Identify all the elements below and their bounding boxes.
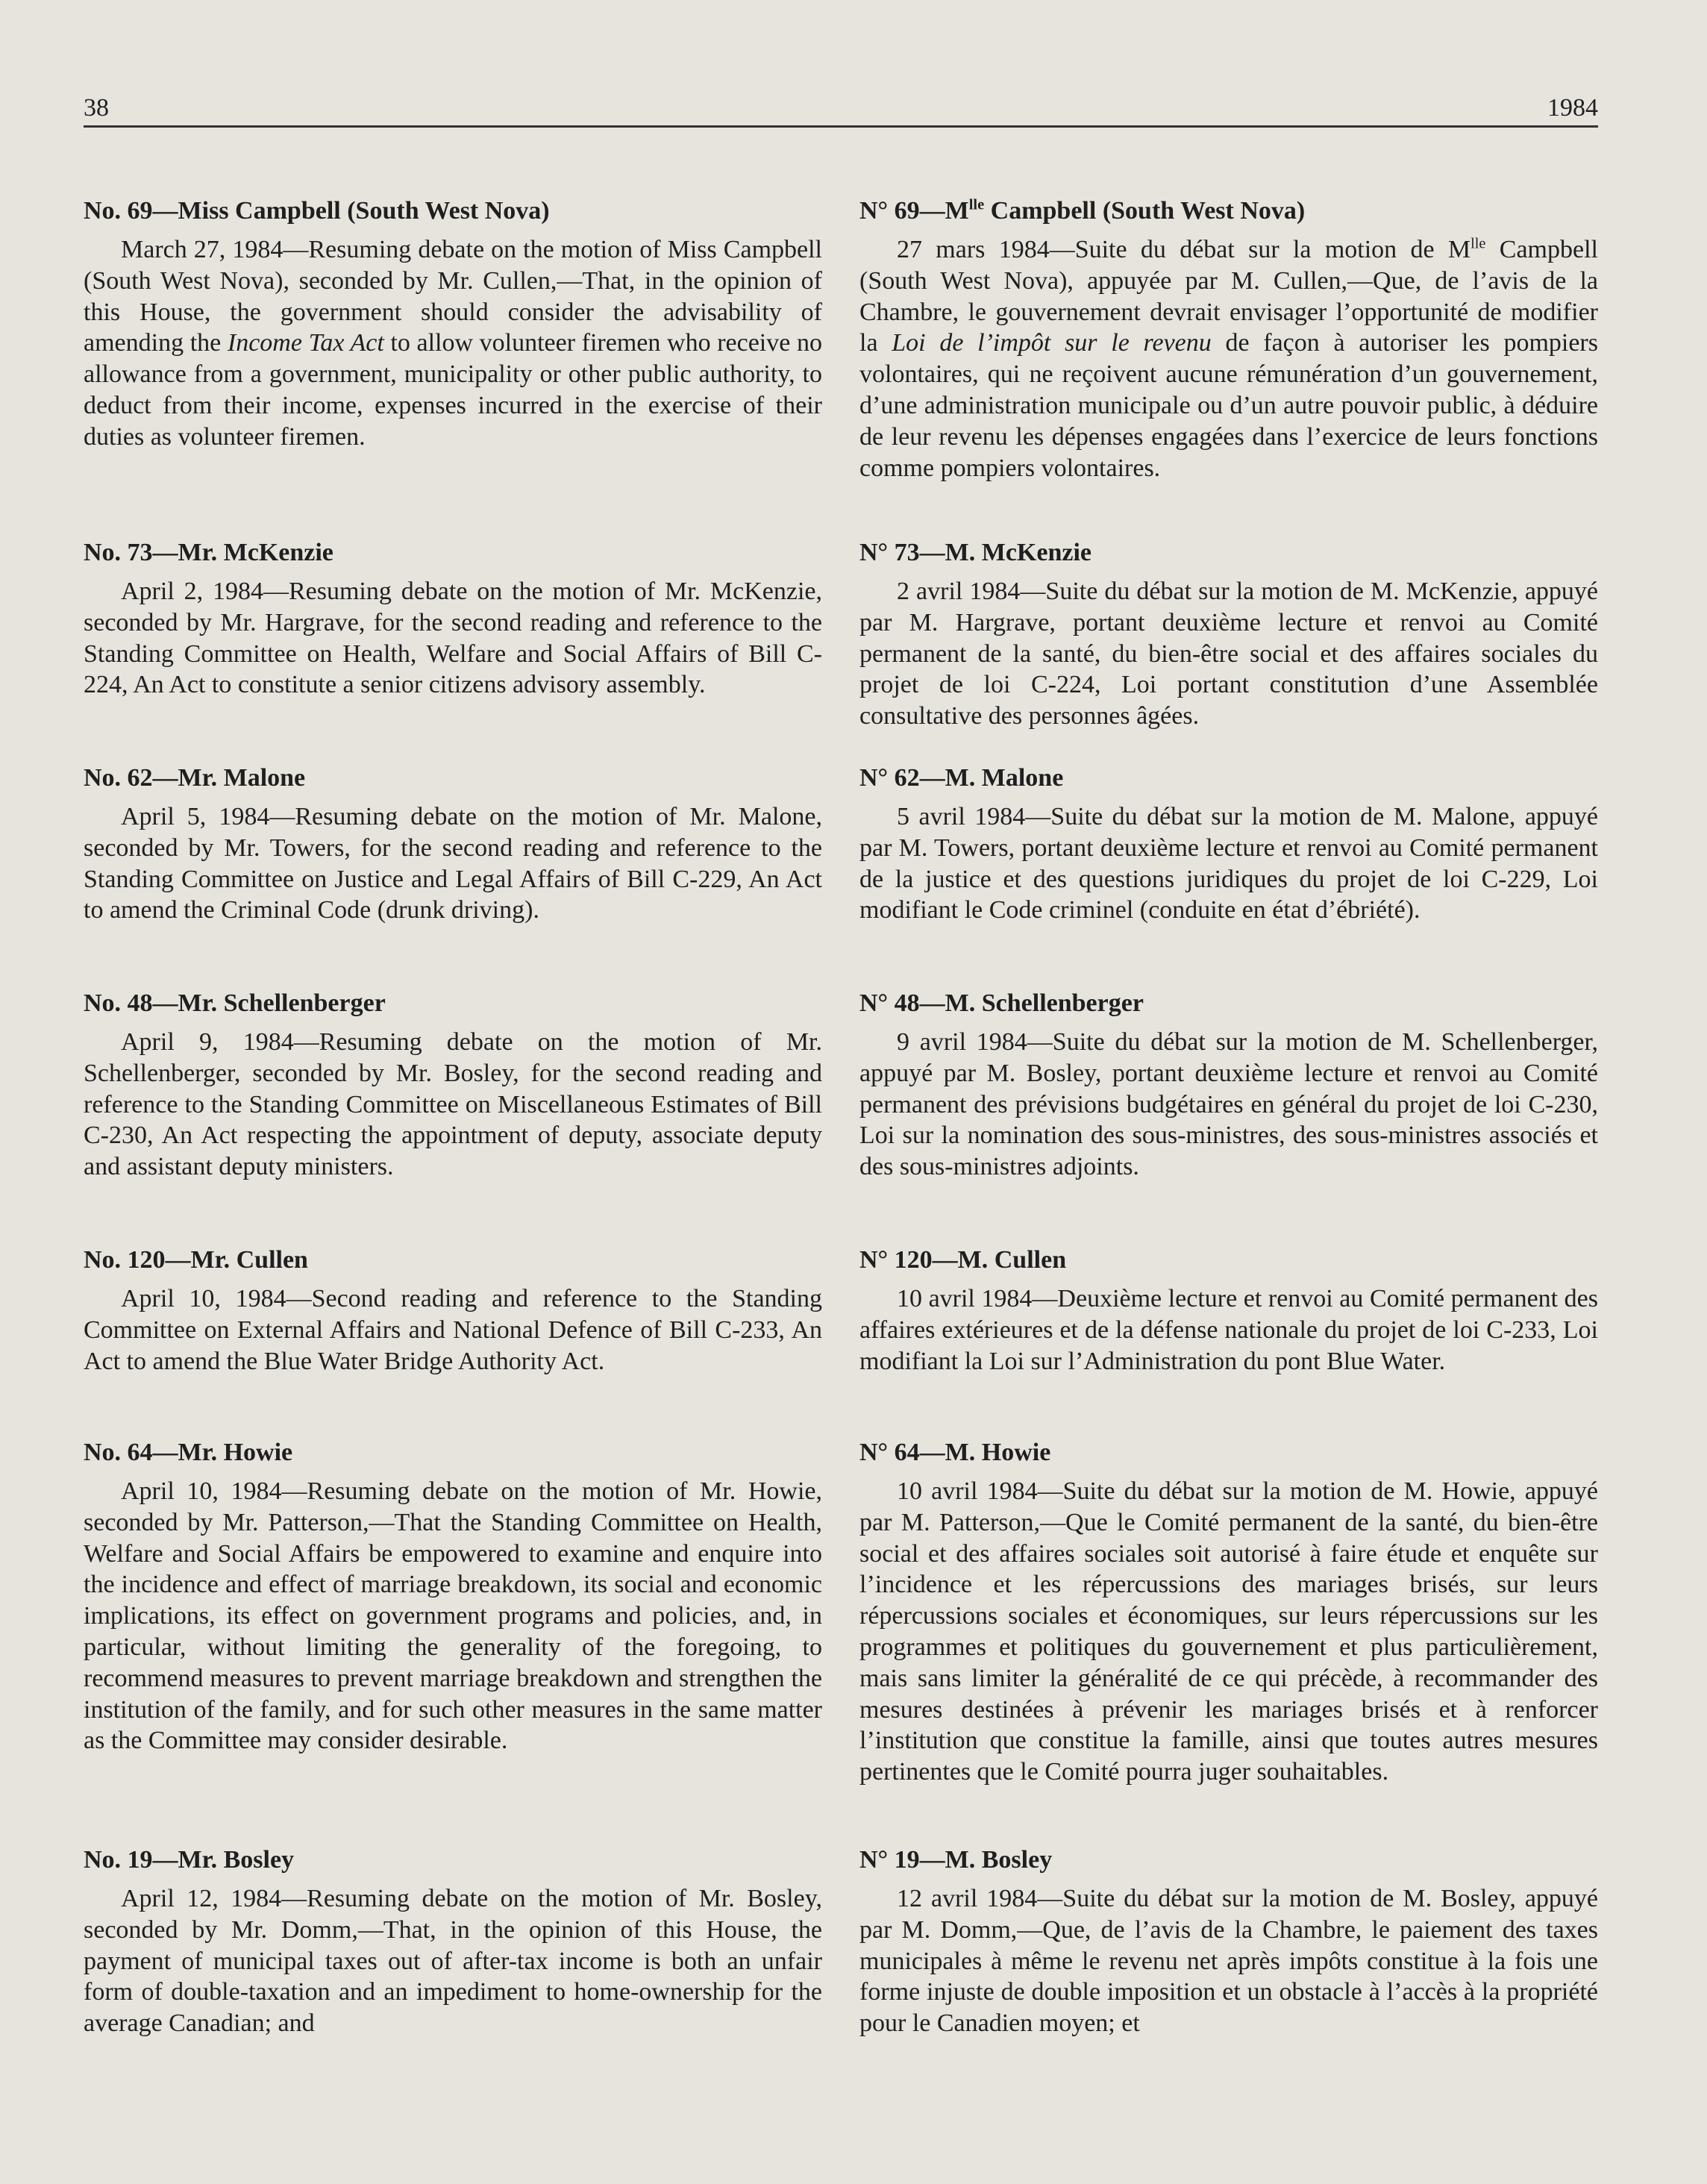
motion-entry-fr — [859, 763, 1598, 926]
motion-heading: No. 48—Mr. Schellenberger — [84, 989, 386, 1017]
motion-entry-fr — [859, 988, 1598, 1183]
motion-heading: N° 73—M. McKenzie — [859, 539, 1091, 566]
motion-text: 27 mars 1984—Suite du débat sur la motion de $M^{lle}$ Campbell (South West Nova), appuyée par M. Cullen,—Que, de l’avis de la Chambre, le gouvernement devrait envisager l’opportunité de modifier la Loi de l’impôt sur le revenu de façon à autoriser les pompiers volontaires, qui ne reçoivent aucune rémunération d’un gouvernement, d’une administration municipale ou d’un autre pouvoir public, à déduire de leur revenu les dépenses engagées dans l’exercice de leurs fonctions comme pompiers volontaires. — [859, 235, 1598, 482]
motion-text: 10 avril 1984—Deuxième lecture et renvoi au Comité permanent des affaires extérieures et de la défense nationale du projet de loi C-233, Loi modifiant la Loi sur l’Administration du pont Blue Water. — [859, 1285, 1598, 1375]
motion-heading: N° 62—M. Malone — [859, 764, 1064, 792]
motion-entry-en — [84, 1437, 822, 1756]
motion-entry-en — [84, 763, 822, 926]
motion-text: 9 avril 1984—Suite du débat sur la motion de M. Schellenberger, appuyé par M. Bosley, portant deuxième lecture et renvoi au Comité permanent des prévisions budgétaires en général du projet de loi C-230, Loi sur la nomination des sous-ministres, des sous-ministres associés et des sous-ministres adjoints. — [859, 1028, 1598, 1181]
motion-heading: N° $69—M^{lle}$ Campbell (South West Nova) — [859, 196, 1306, 225]
page-header — [84, 88, 1598, 122]
motion-entry-en — [84, 195, 822, 453]
motion-heading: No. 69—Miss Campbell (South West Nova) — [84, 197, 550, 225]
motion-heading: No. 62—Mr. Malone — [84, 764, 306, 792]
motion-heading: No. 120—Mr. Cullen — [84, 1246, 308, 1274]
page-year: 1984 — [1547, 94, 1598, 122]
motion-heading: No. 73—Mr. McKenzie — [84, 539, 333, 566]
motion-heading: N° 48—M. Schellenberger — [859, 989, 1144, 1017]
motion-text: April 2, 1984—Resuming debate on the motion of Mr. McKenzie, seconded by Mr. Hargrave, for the second reading and reference to the Standing Committee on Health, Welfare and Social Affairs of Bill C-224, An Act to constitute a senior citizens advisory assembly. — [84, 578, 822, 699]
header-rule — [84, 125, 1598, 128]
motion-entry-en — [84, 988, 822, 1183]
motion-text: April 10, 1984—Resuming debate on the motion of Mr. Howie, seconded by Mr. Patterson,—That the Standing Committee on Health, Welfare and Social Affairs be empowered to examine and enquire into the incidence and effect of marriage breakdown, its social and economic implications, its effect on government programs and policies, and, in particular, without limiting the generality of the foregoing, to recommend measures to prevent marriage breakdown and strengthen the institution of the family, and for such other measures in the same matter as the Committee may consider desirable. — [84, 1477, 822, 1755]
motion-text: 10 avril 1984—Suite du débat sur la motion de M. Howie, appuyé par M. Patterson,—Que le Comité permanent de la santé, du bien-être social et des affaires sociales soit autorisé à faire étude et enquête sur l’incidence et les répercussions des mariages brisés, sur leurs répercussions sociales et économiques, sur leurs répercussions sur les programmes et politiques du gouvernement et plus particulièrement, mais sans limiter la généralité de ce qui précède, à recommander des mesures destinées à prévenir les mariages brisés et à renforcer l’institution que constitue la famille, ainsi que toutes autres mesures pertinentes que le Comité pourra juger souhaitables. — [859, 1477, 1598, 1786]
page-number: 38 — [84, 94, 109, 122]
motion-heading: No. 64—Mr. Howie — [84, 1439, 293, 1466]
motion-entry-en — [84, 1844, 822, 2039]
motion-heading: N° 19—M. Bosley — [859, 1846, 1053, 1874]
motion-text: April 10, 1984—Second reading and reference to the Standing Committee on External Affairs and National Defence of Bill C-233, An Act to amend the Blue Water Bridge Authority Act. — [84, 1285, 822, 1375]
motion-text: April 5, 1984—Resuming debate on the motion of Mr. Malone, seconded by Mr. Towers, for the second reading and reference to the Standing Committee on Justice and Legal Affairs of Bill C-229, An Act to amend the Criminal Code (drunk driving). — [84, 803, 822, 924]
motion-heading: N° 64—M. Howie — [859, 1439, 1051, 1466]
motion-entry-en — [84, 537, 822, 701]
motion-text: April 9, 1984—Resuming debate on the motion of Mr. Schellenberger, seconded by Mr. Bosley, for the second reading and reference to the Standing Committee on Miscellaneous Estimates of Bill C-230, An Act respecting the appointment of deputy, associate deputy and assistant deputy ministers. — [84, 1028, 822, 1181]
motion-text: 5 avril 1984—Suite du débat sur la motion de M. Malone, appuyé par M. Towers, portant deuxième lecture et renvoi au Comité permanent de la justice et des questions juridiques du projet de loi C-229, Loi modifiant le Code criminel (conduite en état d’ébriété). — [859, 803, 1598, 924]
motion-entry-fr — [859, 1245, 1598, 1377]
motion-entry-fr — [859, 195, 1598, 484]
motion-entry-fr — [859, 1437, 1598, 1788]
motion-entry-en — [84, 1245, 822, 1377]
motion-text: April 12, 1984—Resuming debate on the motion of Mr. Bosley, seconded by Mr. Domm,—That, in the opinion of this House, the payment of municipal taxes out of after-tax income is both an unfair form of double-taxation and an impediment to home-ownership for the average Canadian; and — [84, 1885, 822, 2038]
motion-heading: N° 120—M. Cullen — [859, 1246, 1067, 1274]
motion-heading: No. 19—Mr. Bosley — [84, 1846, 295, 1874]
motion-text: 12 avril 1984—Suite du débat sur la motion de M. Bosley, appuyé par M. Domm,—Que, de l’avis de la Chambre, le paiement des taxes municipales à même le revenu net après impôts constitue à la fois une forme injuste de double imposition et un obstacle à l’accès à la propriété pour le Canadien moyen; et — [859, 1885, 1598, 2038]
motion-entry-fr — [859, 537, 1598, 732]
motion-entry-fr — [859, 1844, 1598, 2039]
motion-text: 2 avril 1984—Suite du débat sur la motion de M. McKenzie, appuyé par M. Hargrave, portant deuxième lecture et renvoi au Comité permanent de la santé, du bien-être social et des affaires sociales du projet de loi C-224, Loi portant constitution d’une Assemblée consultative des personnes âgées. — [859, 578, 1598, 730]
motion-text: March 27, 1984—Resuming debate on the motion of Miss Campbell (South West Nova), seconded by Mr. Cullen,—That, in the opinion of this House, the government should consider the advisability of amending the Income Tax Act to allow volunteer firemen who receive no allowance from a government, municipality or other public authority, to deduct from their income, expenses incurred in the exercise of their duties as volunteer firemen. — [84, 236, 822, 451]
